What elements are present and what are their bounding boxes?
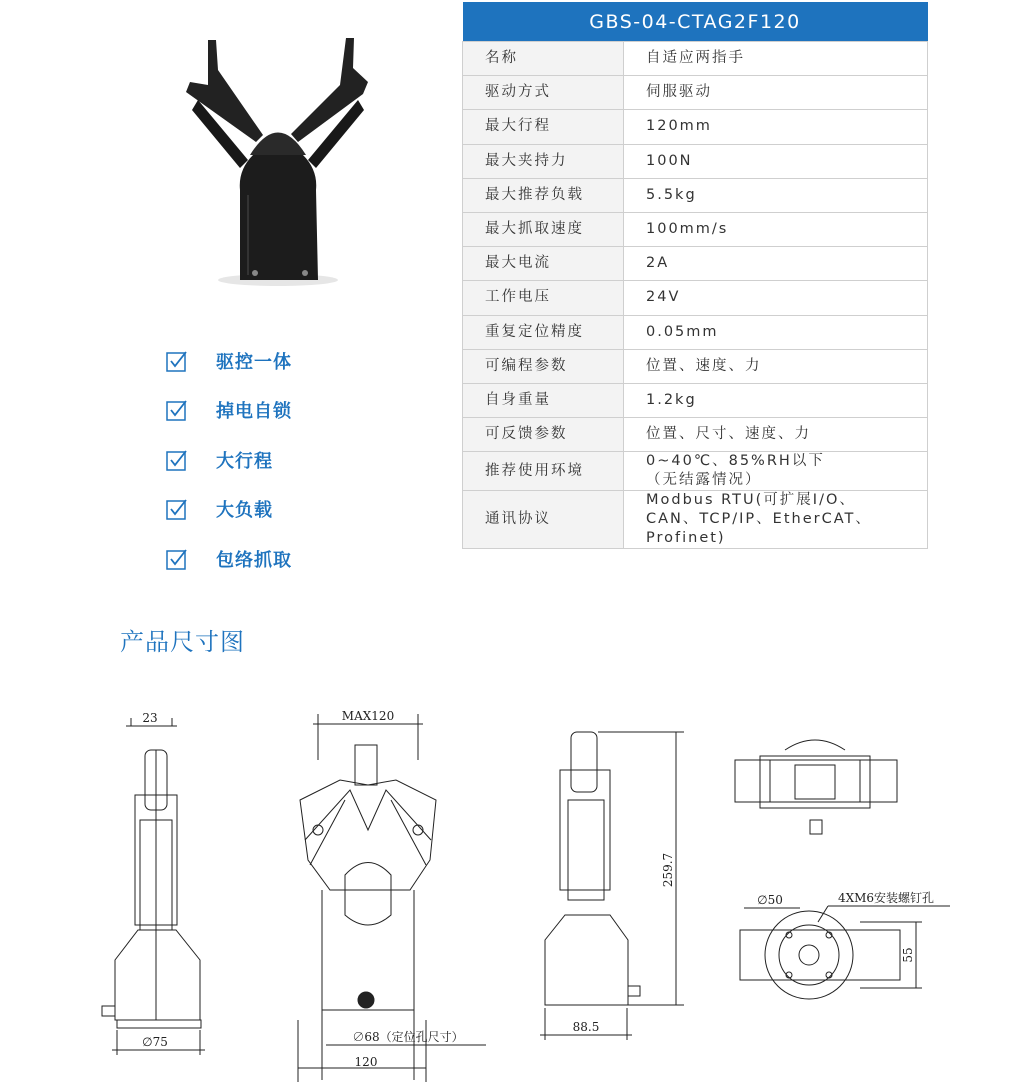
spec-value [624,110,928,144]
top-view-drawing [735,740,897,834]
side-view-drawing [102,711,205,1055]
spec-value-line: 0.05mm [646,323,719,340]
spec-value [624,315,928,349]
spec-row [463,178,928,212]
spec-key: 重复定位精度 [463,315,624,349]
spec-key: 最大行程 [463,110,624,144]
spec-key: 最大抓取速度 [463,212,624,246]
spec-value-line: 120mm [646,118,712,135]
checkbox-checked-icon [166,399,188,421]
feature-item [166,485,292,535]
spec-value-line: Profinet) [646,530,726,547]
spec-value [624,247,928,281]
profile-view-drawing [540,732,684,1040]
feature-label: 大负载 [216,500,273,522]
bottom-view-drawing [740,890,950,999]
feature-label: 驱控一体 [216,351,292,373]
spec-row [463,315,928,349]
spec-value [624,212,928,246]
spec-value-line: 位置、尺寸、速度、力 [646,426,811,443]
spec-value-line: 自适应两指手 [646,50,745,67]
front-max-stroke-label: MAX120 [341,709,395,723]
spec-value [624,349,928,383]
feature-item [166,386,292,436]
spec-row [463,42,928,76]
spec-key: 驱动方式 [463,76,624,110]
spec-row [463,491,928,549]
spec-table [462,2,928,549]
front-view-drawing [298,709,486,1082]
spec-value [624,418,928,452]
spec-value-line: 2A [646,255,670,272]
spec-value-line: 100N [646,152,693,169]
spec-row [463,247,928,281]
spec-key: 自身重量 [463,383,624,417]
spec-row [463,349,928,383]
spec-value-line: 24V [646,289,681,306]
feature-item [166,534,292,584]
product-photo [168,30,368,290]
feature-label: 掉电自锁 [216,401,292,423]
spec-row [463,110,928,144]
spec-value [624,76,928,110]
spec-value-line: （无结露情况） [646,472,762,489]
spec-row [463,144,928,178]
spec-table-body [463,42,928,549]
spec-value [624,144,928,178]
checkbox-checked-icon [166,350,188,372]
bottom-height-label: 55 [901,947,915,963]
front-width-label: 120 [354,1055,378,1069]
bottom-diameter-label: ∅50 [757,893,783,907]
dimension-drawings [0,690,1020,1082]
spec-key: 可编程参数 [463,349,624,383]
front-hole-label: ∅68（定位孔尺寸） [352,1030,464,1044]
feature-label: 大行程 [216,450,273,472]
feature-list [166,336,292,584]
spec-key: 最大夹持力 [463,144,624,178]
spec-value-line: CAN、TCP/IP、EtherCAT、 [646,511,872,528]
spec-value-line: 伺服驱动 [646,84,712,101]
spec-key: 名称 [463,42,624,76]
feature-item [166,435,292,485]
side-top-width-label: 23 [142,711,158,725]
spec-value [624,42,928,76]
feature-item [166,336,292,386]
spec-value [624,491,928,549]
side-base-diameter-label: ∅75 [142,1035,168,1049]
spec-key: 最大推荐负载 [463,178,624,212]
profile-height-label: 259.7 [661,852,675,888]
spec-value [624,281,928,315]
spec-row [463,76,928,110]
spec-key: 可反馈参数 [463,418,624,452]
spec-row [463,418,928,452]
checkbox-checked-icon [166,449,188,471]
spec-value [624,383,928,417]
spec-key: 推荐使用环境 [463,452,624,491]
spec-row [463,281,928,315]
spec-key: 工作电压 [463,281,624,315]
spec-key: 通讯协议 [463,491,624,549]
spec-row [463,383,928,417]
spec-row [463,452,928,491]
spec-value-line: Modbus RTU(可扩展I/O、 [646,492,856,509]
spec-key: 最大电流 [463,247,624,281]
spec-value [624,452,928,491]
spec-value-line: 5.5kg [646,186,697,203]
spec-value-line: 100mm/s [646,221,729,238]
spec-row [463,212,928,246]
spec-value-line: 0~40℃、85%RH以下 [646,453,825,470]
spec-value-line: 1.2kg [646,391,697,408]
checkbox-checked-icon [166,498,188,520]
spec-value [624,178,928,212]
checkbox-checked-icon [166,548,188,570]
spec-value-line: 位置、速度、力 [646,357,762,374]
feature-label: 包络抓取 [216,549,292,571]
section-title: 产品尺寸图 [120,628,245,656]
bottom-screw-label: 4XM6安装螺钉孔 [837,891,935,905]
spec-table-title: GBS-04-CTAG2F120 [463,2,928,42]
profile-width-label: 88.5 [572,1020,600,1034]
